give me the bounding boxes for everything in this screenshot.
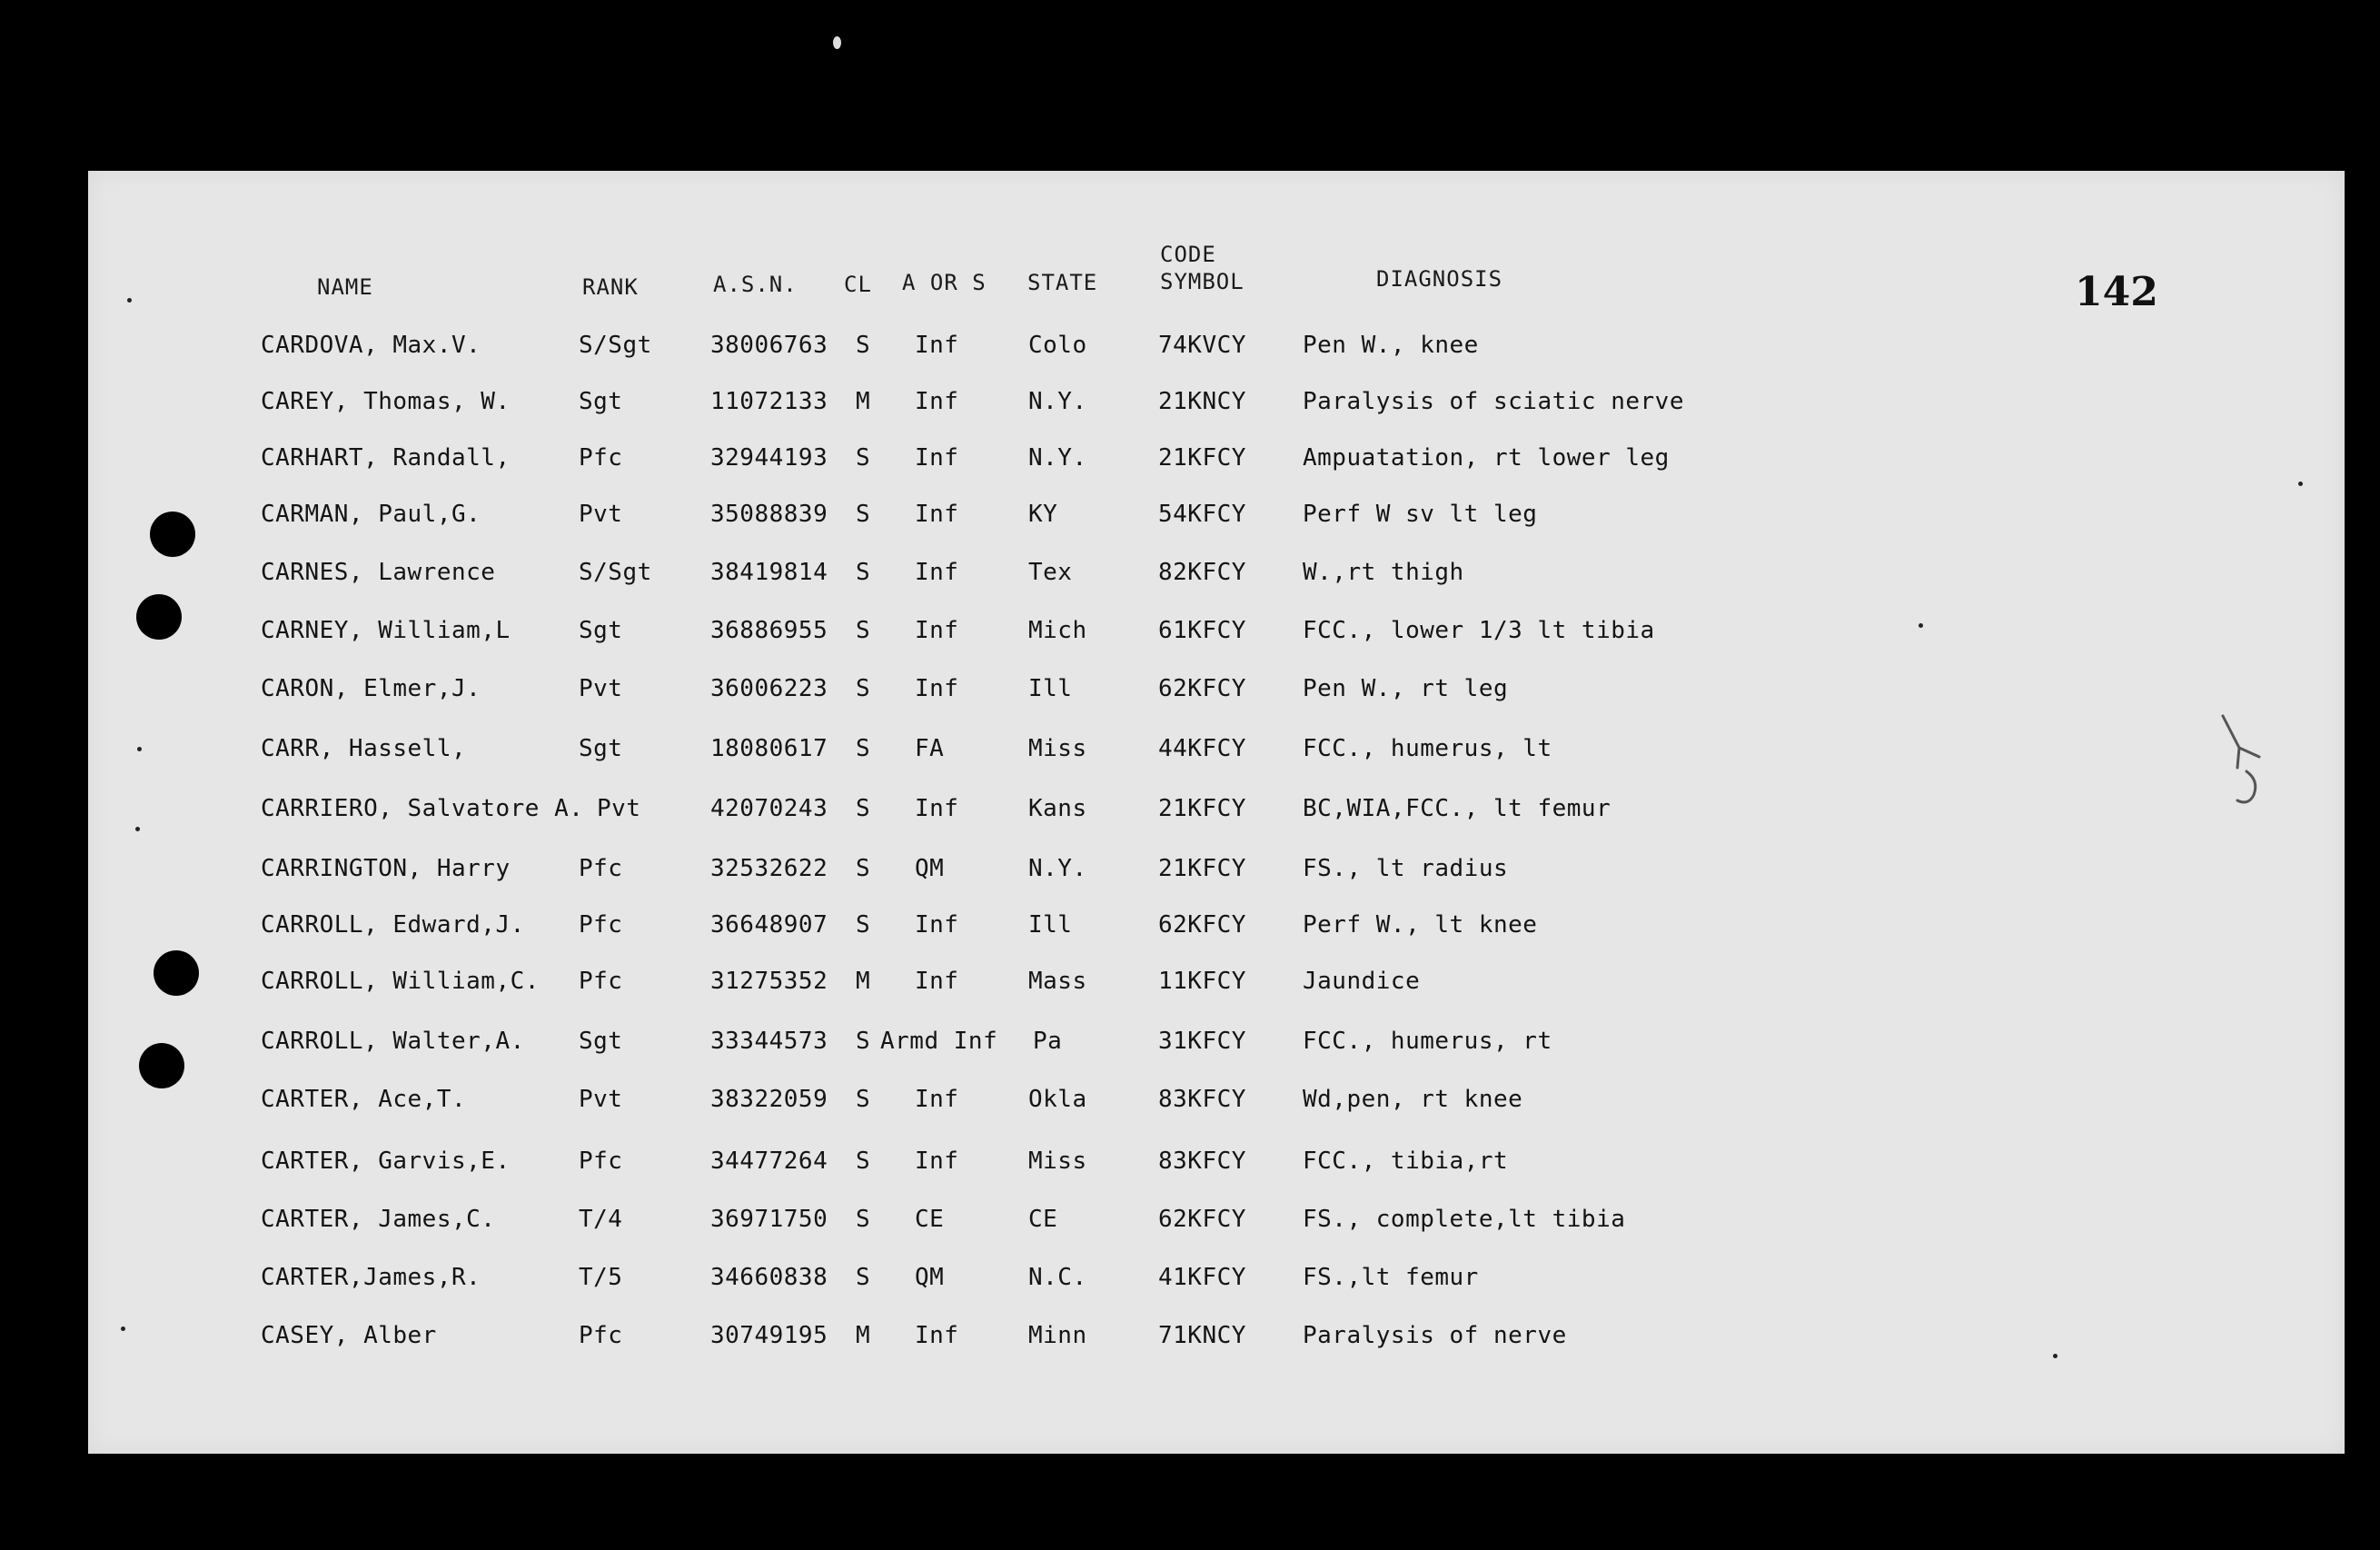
cell-asn: 36886955 — [710, 617, 828, 644]
cell-rank: Pfc — [579, 968, 623, 995]
cell-diagnosis: Perf W., lt knee — [1303, 911, 1538, 939]
cell-name: CARHART, Randall, — [261, 444, 511, 472]
cell-name: CARTER, Garvis,E. — [261, 1148, 511, 1175]
cell-name: CARNES, Lawrence — [261, 559, 496, 586]
cell-name: CARTER,James,R. — [261, 1264, 481, 1291]
cell-state: Minn — [1028, 1322, 1087, 1349]
cell-name: CARR, Hassell, — [261, 735, 467, 762]
cell-rank: Sgt — [579, 617, 623, 644]
cell-state: Mass — [1028, 968, 1087, 995]
cell-diagnosis: FCC., tibia,rt — [1303, 1148, 1509, 1175]
punch-hole — [139, 1043, 184, 1088]
cell-a-or-s: Inf — [915, 675, 959, 702]
cell-a-or-s: Inf — [915, 1148, 959, 1175]
cell-name: CARRINGTON, Harry — [261, 855, 511, 882]
cell-cl: S — [856, 911, 871, 939]
cell-a-or-s: Inf — [915, 795, 959, 822]
scan-speck — [2053, 1354, 2058, 1358]
cell-code-symbol: 62KFCY — [1158, 911, 1246, 939]
cell-a-or-s: Inf — [915, 444, 959, 472]
cell-cl: S — [856, 1028, 871, 1055]
cell-name: CARMAN, Paul,G. — [261, 501, 481, 528]
cell-code-symbol: 21KNCY — [1158, 388, 1246, 415]
cell-name: CARRIERO, Salvatore A. — [261, 795, 584, 822]
page-number: 142 — [2075, 269, 2158, 315]
cell-cl: S — [856, 1148, 871, 1175]
scan-speck — [2298, 482, 2303, 486]
table-row — [88, 440, 2345, 476]
cell-name: CAREY, Thomas, W. — [261, 388, 511, 415]
cell-asn: 30749195 — [710, 1322, 828, 1349]
table-row — [88, 850, 2345, 887]
cell-cl: M — [856, 388, 871, 415]
cell-state: Kans — [1028, 795, 1087, 822]
cell-cl: S — [856, 559, 871, 586]
header-cl: CL — [844, 272, 872, 297]
pencil-mark-icon — [2212, 711, 2266, 811]
scan-speck — [833, 36, 841, 49]
cell-rank: Pfc — [579, 855, 623, 882]
cell-rank: S/Sgt — [579, 332, 652, 359]
header-a-or-s: A OR S — [902, 270, 987, 295]
cell-state: CE — [1028, 1206, 1058, 1233]
cell-asn: 38419814 — [710, 559, 828, 586]
cell-rank: Sgt — [579, 735, 623, 762]
cell-diagnosis: Paralysis of nerve — [1303, 1322, 1567, 1349]
punch-hole — [150, 512, 195, 557]
document-page — [88, 171, 2345, 1454]
scan-speck — [137, 747, 142, 751]
cell-rank: Pvt — [579, 1086, 623, 1113]
cell-code-symbol: 11KFCY — [1158, 968, 1246, 995]
cell-cl: S — [856, 675, 871, 702]
cell-state: Tex — [1028, 559, 1073, 586]
cell-cl: S — [856, 1086, 871, 1113]
cell-cl: S — [856, 1206, 871, 1233]
header-code-line2: SYMBOL — [1160, 269, 1245, 294]
cell-asn: 36971750 — [710, 1206, 828, 1233]
punch-hole — [136, 594, 182, 640]
cell-asn: 34660838 — [710, 1264, 828, 1291]
cell-a-or-s: Inf — [915, 1322, 959, 1349]
cell-name: CARDOVA, Max.V. — [261, 332, 481, 359]
cell-code-symbol: 82KFCY — [1158, 559, 1246, 586]
header-diagnosis: DIAGNOSIS — [1376, 266, 1503, 292]
cell-cl: S — [856, 1264, 871, 1291]
cell-asn: 18080617 — [710, 735, 828, 762]
header-rank: RANK — [582, 274, 639, 300]
table-row — [88, 1317, 2345, 1354]
cell-rank: Pvt — [579, 675, 623, 702]
table-row — [88, 554, 2345, 591]
scan-speck — [135, 827, 140, 831]
scan-speck — [121, 1326, 125, 1331]
cell-name: CARTER, James,C. — [261, 1206, 496, 1233]
table-row — [88, 612, 2345, 649]
cell-name: CASEY, Alber — [261, 1322, 437, 1349]
cell-state: Miss — [1028, 735, 1087, 762]
cell-rank: Pvt — [579, 501, 623, 528]
cell-code-symbol: 61KFCY — [1158, 617, 1246, 644]
header-state: STATE — [1027, 270, 1098, 295]
cell-rank: Pvt — [597, 795, 641, 822]
cell-diagnosis: FS., lt radius — [1303, 855, 1509, 882]
cell-rank: T/4 — [579, 1206, 623, 1233]
cell-cl: M — [856, 1322, 871, 1349]
table-row — [88, 1201, 2345, 1237]
cell-diagnosis: Wd,pen, rt knee — [1303, 1086, 1523, 1113]
table-row — [88, 1143, 2345, 1179]
cell-asn: 38006763 — [710, 332, 828, 359]
cell-state: Pa — [1033, 1028, 1063, 1055]
cell-cl: S — [856, 795, 871, 822]
table-row — [88, 730, 2345, 767]
cell-diagnosis: W.,rt thigh — [1303, 559, 1464, 586]
cell-state: Ill — [1028, 911, 1073, 939]
table-row — [88, 496, 2345, 532]
cell-a-or-s: Inf — [915, 911, 959, 939]
cell-asn: 38322059 — [710, 1086, 828, 1113]
table-row — [88, 963, 2345, 999]
cell-asn: 31275352 — [710, 968, 828, 995]
cell-cl: S — [856, 444, 871, 472]
scan-speck — [1919, 623, 1923, 628]
cell-cl: M — [856, 968, 871, 995]
cell-state: N.C. — [1028, 1264, 1087, 1291]
cell-code-symbol: 21KFCY — [1158, 855, 1246, 882]
table-row — [88, 671, 2345, 707]
cell-a-or-s: Inf — [915, 617, 959, 644]
cell-code-symbol: 21KFCY — [1158, 444, 1246, 472]
cell-rank: Pfc — [579, 1148, 623, 1175]
table-row — [88, 1023, 2345, 1059]
cell-a-or-s: Inf — [915, 968, 959, 995]
table-row — [88, 907, 2345, 943]
punch-hole — [154, 950, 199, 996]
cell-a-or-s: Inf — [915, 501, 959, 528]
cell-diagnosis: Jaundice — [1303, 968, 1421, 995]
cell-state: N.Y. — [1028, 855, 1087, 882]
cell-code-symbol: 62KFCY — [1158, 1206, 1246, 1233]
table-row — [88, 790, 2345, 827]
cell-rank: Pfc — [579, 444, 623, 472]
cell-state: Miss — [1028, 1148, 1087, 1175]
table-row — [88, 383, 2345, 420]
cell-a-or-s: Inf — [915, 332, 959, 359]
cell-cl: S — [856, 501, 871, 528]
table-row — [88, 1259, 2345, 1296]
cell-cl: S — [856, 855, 871, 882]
cell-name: CARROLL, Edward,J. — [261, 911, 525, 939]
cell-name: CARON, Elmer,J. — [261, 675, 481, 702]
cell-diagnosis: BC,WIA,FCC., lt femur — [1303, 795, 1611, 822]
table-row — [88, 327, 2345, 363]
cell-state: Colo — [1028, 332, 1087, 359]
cell-code-symbol: 62KFCY — [1158, 675, 1246, 702]
cell-a-or-s: Inf — [915, 559, 959, 586]
cell-a-or-s: FA — [915, 735, 945, 762]
cell-rank: T/5 — [579, 1264, 623, 1291]
cell-code-symbol: 83KFCY — [1158, 1086, 1246, 1113]
cell-rank: Sgt — [579, 388, 623, 415]
header-name: NAME — [317, 274, 373, 300]
cell-asn: 32532622 — [710, 855, 828, 882]
cell-name: CARNEY, William,L — [261, 617, 511, 644]
cell-name: CARTER, Ace,T. — [261, 1086, 467, 1113]
scan-speck — [127, 298, 132, 303]
cell-cl: S — [856, 617, 871, 644]
cell-diagnosis: FS., complete,lt tibia — [1303, 1206, 1626, 1233]
cell-diagnosis: FCC., humerus, rt — [1303, 1028, 1552, 1055]
cell-diagnosis: Perf W sv lt leg — [1303, 501, 1538, 528]
cell-state: Mich — [1028, 617, 1087, 644]
cell-asn: 42070243 — [710, 795, 828, 822]
cell-diagnosis: FS.,lt femur — [1303, 1264, 1479, 1291]
cell-a-or-s: Armd Inf — [880, 1028, 998, 1055]
cell-name: CARROLL, Walter,A. — [261, 1028, 525, 1055]
cell-diagnosis: Pen W., knee — [1303, 332, 1479, 359]
cell-rank: S/Sgt — [579, 559, 652, 586]
cell-rank: Sgt — [579, 1028, 623, 1055]
cell-asn: 36648907 — [710, 911, 828, 939]
cell-a-or-s: Inf — [915, 1086, 959, 1113]
cell-diagnosis: FCC., humerus, lt — [1303, 735, 1552, 762]
cell-cl: S — [856, 735, 871, 762]
cell-diagnosis: Ampuatation, rt lower leg — [1303, 444, 1670, 472]
cell-code-symbol: 83KFCY — [1158, 1148, 1246, 1175]
header-code-line1: CODE — [1160, 242, 1216, 267]
cell-code-symbol: 21KFCY — [1158, 795, 1246, 822]
cell-rank: Pfc — [579, 911, 623, 939]
cell-asn: 35088839 — [710, 501, 828, 528]
cell-diagnosis: FCC., lower 1/3 lt tibia — [1303, 617, 1655, 644]
cell-state: N.Y. — [1028, 444, 1087, 472]
cell-asn: 36006223 — [710, 675, 828, 702]
table-row — [88, 1081, 2345, 1118]
cell-cl: S — [856, 332, 871, 359]
cell-asn: 11072133 — [710, 388, 828, 415]
cell-state: Ill — [1028, 675, 1073, 702]
cell-state: KY — [1028, 501, 1058, 528]
cell-rank: Pfc — [579, 1322, 623, 1349]
header-asn: A.S.N. — [713, 272, 798, 297]
cell-a-or-s: Inf — [915, 388, 959, 415]
cell-state: Okla — [1028, 1086, 1087, 1113]
cell-name: CARROLL, William,C. — [261, 968, 540, 995]
cell-code-symbol: 71KNCY — [1158, 1322, 1246, 1349]
cell-code-symbol: 54KFCY — [1158, 501, 1246, 528]
cell-a-or-s: CE — [915, 1206, 945, 1233]
cell-diagnosis: Pen W., rt leg — [1303, 675, 1509, 702]
cell-code-symbol: 44KFCY — [1158, 735, 1246, 762]
cell-code-symbol: 74KVCY — [1158, 332, 1246, 359]
cell-a-or-s: QM — [915, 855, 945, 882]
cell-diagnosis: Paralysis of sciatic nerve — [1303, 388, 1684, 415]
cell-code-symbol: 41KFCY — [1158, 1264, 1246, 1291]
cell-asn: 32944193 — [710, 444, 828, 472]
cell-a-or-s: QM — [915, 1264, 945, 1291]
cell-state: N.Y. — [1028, 388, 1087, 415]
cell-code-symbol: 31KFCY — [1158, 1028, 1246, 1055]
cell-asn: 34477264 — [710, 1148, 828, 1175]
cell-asn: 33344573 — [710, 1028, 828, 1055]
